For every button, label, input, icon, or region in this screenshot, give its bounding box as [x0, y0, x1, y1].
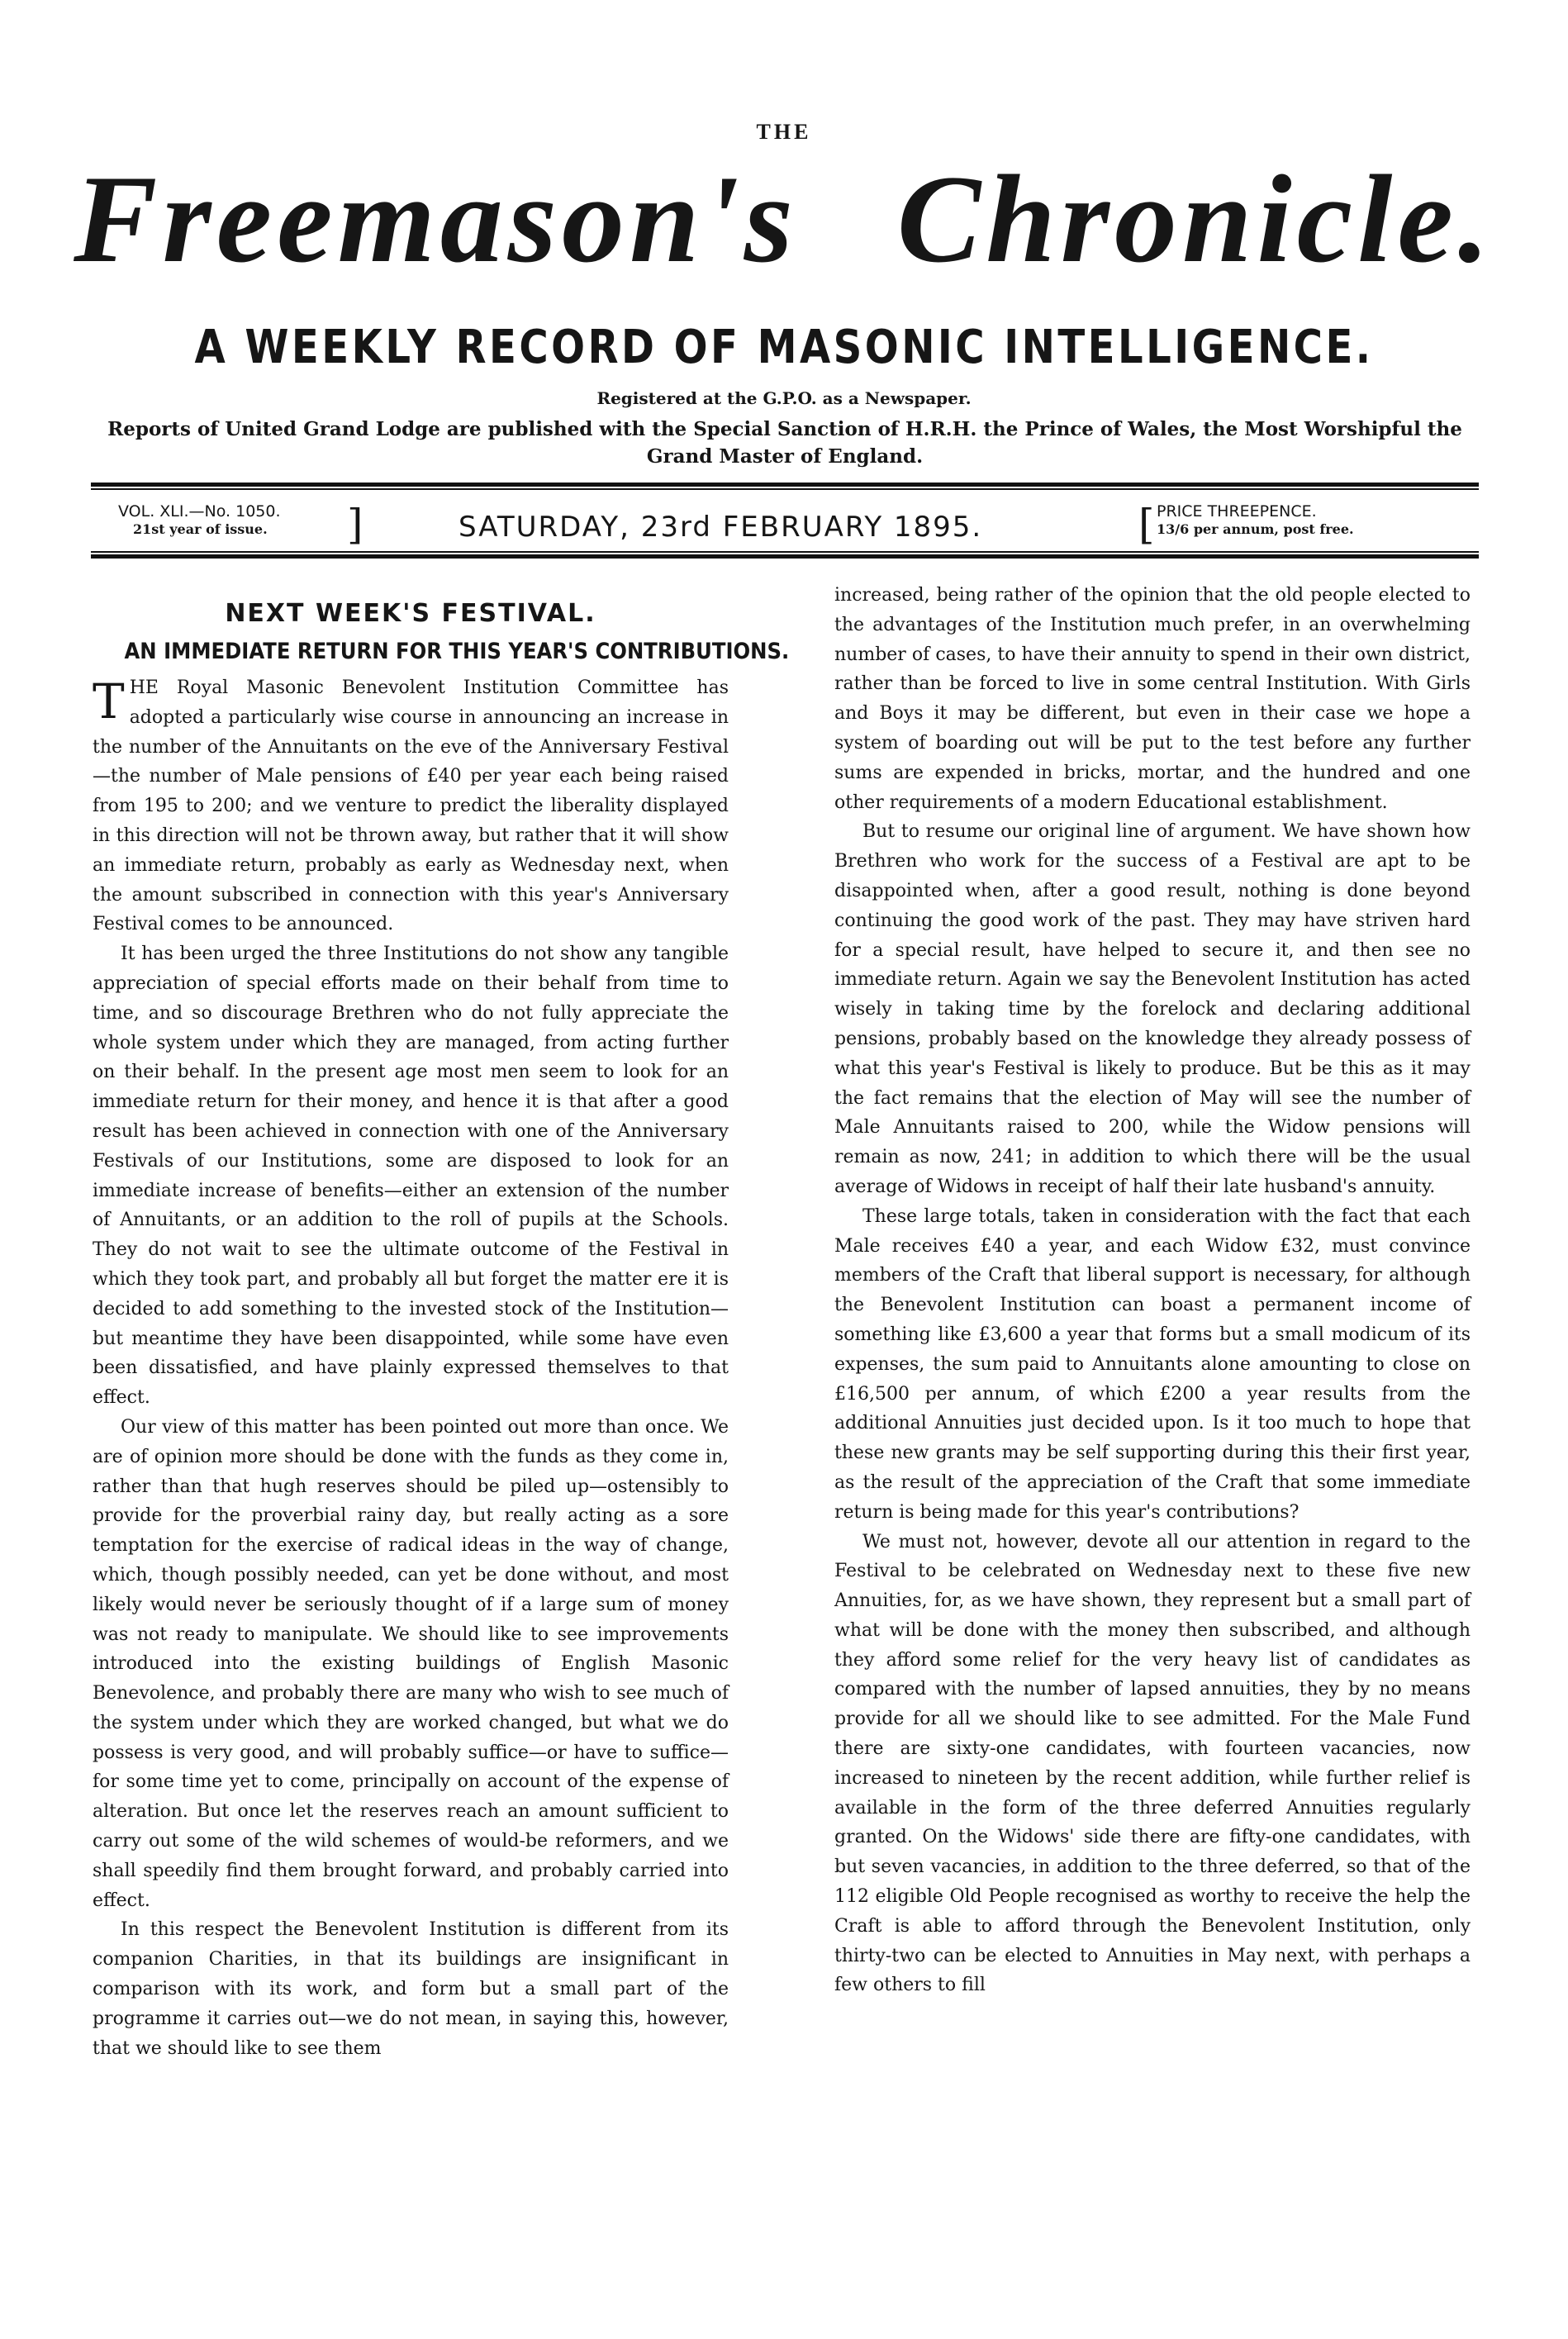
article-paragraph: increased, being rather of the opinion that the old people elected to the advantages of the Institution much prefer, in an overwhelming number of cases, to have their annuity to spend in their own district, rather than be forced to live in some central Institution. With Girls and Boys it may be different, but even in their case we hope a system of boarding out will be put to the test before any further sums are expended in bricks, mortar, and the hundred and one other requirements of a modern Educational establishment. [834, 585, 1471, 813]
article-subheading: AN IMMEDIATE RETURN FOR THIS YEAR'S CONTRIBUTIONS. [124, 639, 790, 664]
issue-year: 21st year of issue. [133, 521, 268, 537]
left-bracket-glyph: [ [1138, 501, 1155, 549]
masthead-subtitle: A WEEKLY RECORD OF MASONIC INTELLIGENCE. [194, 321, 1374, 374]
masthead-title-part1: Freemason's [74, 150, 798, 288]
article-paragraph: Our view of this matter has been pointed out more than once. We are of opinion more should be done with the funds as they come in, rather than that hugh reserves should be piled up—ostensibly to provide for the proverbial rainy day, but really acting as a sore temptation for the exercise of radical ideas in the way of change, which, though possibly needed, can yet be done without, and most likely would never be seriously thought of if a large sum of money was not ready to manipulate. We should like to see improvements introduced into the existing buildings of English Masonic Benevolence, and probably there are many who wish to see much of the system under which they are worked changed, but what we do possess is very good, and will probably suffice—or have to suffice—for some time yet to come, principally on account of the expense of alteration. But once let the reserves reach an amount sufficient to carry out some of the wild schemes of would-be reformers, and we shall speedily find them brought forward, and probably carried into effect. [93, 1416, 729, 1911]
left-column [93, 582, 790, 2063]
article-paragraph: But to resume our original line of argument. We have shown how Brethren who work for the success of a Festival are apt to be disappointed when, after a good result, nothing is done beyond continuing the good work of the past. They may have striven hard for a special result, have helped to secure it, and then see no immediate return. Again we say the Benevolent Institution has acted wisely in taking time by the forelock and declaring additional pensions, probably based on the knowledge they already possess of what this year's Festival is likely to produce. But be this as it may the fact remains that the election of May will see the number of Male Annuitants raised to 200, while the Widow pensions will remain as now, 241; in addition to which there will be the usual average of Widows in receipt of half their late husband's annuity. [834, 821, 1471, 1197]
right-bracket-glyph: ] [347, 501, 363, 549]
price-info [1157, 503, 1354, 538]
masthead-the: THE [756, 120, 812, 144]
right-column [834, 581, 1471, 2000]
top-thin-rule [91, 488, 1479, 490]
article-paragraph: These large totals, taken in consideration with the fact that each Male receives £40 a year, and each Widow £32, must convince members of the Craft that liberal support is necessary, for although the Benevolent Institution can boast a permanent income of something like £3,600 a year that forms but a small modicum of its expenses, the sum paid to Annuitants alone amounting to close on £16,500 per annum, of which £200 a year results from the additional Annuities just decided upon. Is it too much to hope that these new grants may be self supporting during this their first year, as the result of the appreciation of the Craft that some immediate return is being made for this year's contributions? [834, 1205, 1471, 1523]
masthead-title [0, 136, 1568, 302]
volume-info [118, 503, 281, 538]
reports-notice: Reports of United Grand Lodge are published with the Special Sanction of H.R.H. the Prince of Wales, the Most Worshipful the Grand Master of England. [107, 418, 1462, 468]
price-label: PRICE THREEPENCE. [1157, 502, 1317, 521]
masthead-title-part2: Chronicle. [896, 150, 1494, 288]
registered-note: Registered at the G.P.O. as a Newspaper. [596, 388, 972, 408]
issue-date: SATURDAY, 23rd FEBRUARY 1895. [459, 511, 983, 544]
article-paragraph: We must not, however, devote all our attention in regard to the Festival to be celebrated on Wednesday next to these five new Annuities, for, as we have shown, they represent but a small part of what will be done with the money then subscribed, and although they afford some relief for the very heavy list of candidates as compared with the number of lapsed annuities, they by no means provide for all we should like to see admitted. For the Male Fund there are sixty-one candidates, with fourteen vacancies, now increased to nineteen by the recent addition, while further relief is available in the form of the three deferred Annuities regularly granted. On the Widows' side there are fifty-one candidates, with but seven vacancies, in addition to the three deferred, so that of the 112 eligible Old People recognised as worthy to receive the help the Craft is able to afford through the Benevolent Institution, only thirty-two can be elected to Annuities in May next, with perhaps a few others to fill [834, 1531, 1471, 1996]
article-paragraph: In this respect the Benevolent Institution is different from its companion Charities, in that its buildings are insignificant in comparison with its work, and form but a small part of the programme it carries out—we do not mean, in saying this, however, that we should like to see them [93, 1919, 729, 2059]
article-paragraph: It has been urged the three Institutions do not show any tangible appreciation of special efforts made on their behalf from time to time, and so discourage Brethren who do not fully appreciate the whole system under which they are managed, from acting further on their behalf. In the present age most men seem to look for an immediate return for their money, and hence it is that after a good result has been achieved in connection with one of the Anniversary Festivals of our Institutions, some are disposed to look for an immediate increase of benefits—either an extension of the number of Annuitants, or an addition to the roll of pupils at the Schools. They do not wait to see the ultimate outcome of the Festival in which they took part, and probably all but forget the matter ere it is decided to add something to the invested stock of the Institution—but meantime they have been disappointed, while some have even been dissatisfied, and have plainly expressed themselves to that effect. [93, 944, 729, 1409]
bottom-thick-rule [91, 554, 1479, 559]
drop-cap: T [93, 673, 125, 730]
article-paragraph: THE Royal Masonic Benevolent Institution Committee has adopted a particularly wise course in announcing an increase in the number of the Annuitants on the eve of the Anniversary Festival—the number of Male pensions of £40 per year each being raised from 195 to 200; and we venture to predict the liberality displayed in this direction will not be thrown away, but rather that it will show an immediate return, probably as early as Wednesday next, when the amount subscribed in connection with this year's Anniversary Festival comes to be announced. [93, 673, 729, 935]
article-heading: NEXT WEEK'S FESTIVAL. [225, 599, 596, 628]
subscription-rate: 13/6 per annum, post free. [1157, 521, 1354, 537]
volume-number: VOL. XLI.—No. 1050. [118, 502, 281, 521]
top-thick-rule [91, 483, 1479, 487]
bottom-thin-rule [91, 551, 1479, 553]
